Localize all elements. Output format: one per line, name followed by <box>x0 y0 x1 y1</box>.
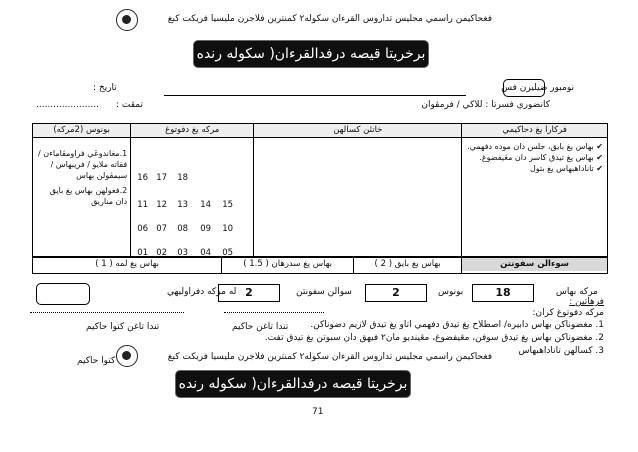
note-item-2: 2. مغضوناكن بهاس يغ تيدق سوفن، مڠيفضوغ، مڠينديو مان٢ فيهق دان سبوتن يغ تيدق تفت. <box>264 333 604 343</box>
deducted-marks-header: مركه يغ دفوتوغ <box>131 124 253 137</box>
score-03[interactable]: 03 <box>177 248 189 258</box>
bonus-note-2: 2.فغولهن بهاس يغ بايق دان مناريق <box>49 186 128 206</box>
school-logo <box>116 345 138 367</box>
score-04[interactable]: 04 <box>200 248 212 258</box>
overall-score-box[interactable] <box>36 283 90 305</box>
score-09[interactable]: 09 <box>200 224 212 234</box>
score-10[interactable]: 10 <box>222 224 234 234</box>
checkmark-icon: ✔ <box>593 153 603 162</box>
criteria-header: فركارا يغ دحاكيمي <box>462 124 607 137</box>
level-label: تمڤت : <box>116 100 143 110</box>
criterion-2: ✔ بهاس يغ تيدق كاسر دان مڠيفضوغ. <box>479 153 603 162</box>
score-14[interactable]: 14 <box>200 200 212 210</box>
category-label: كانضوري فسرتا : للاكي / فرمڤوان <box>421 100 550 110</box>
score-18[interactable]: 18 <box>177 173 189 183</box>
note-item-3: 3. كسالهن تاناداهبهاس <box>518 346 604 356</box>
bonus-header: بونوس (2مركه) <box>33 124 130 137</box>
bonus-notes-cell <box>33 138 131 257</box>
option-good[interactable]: بهاس يغ بايق ( 2 ) <box>354 258 461 271</box>
score-17[interactable]: 17 <box>156 173 168 183</box>
score-grid <box>131 138 253 256</box>
signature-head-judge: تندا تاغن كتوا حاكيم <box>86 322 160 332</box>
notes-title: فرهاتين : <box>569 297 604 307</box>
note-item-1: 1. مغضوناكن بهاس دابيره/ اصطلاح يغ تيدق دفهمي اتاو يغ تيدق لازيم دضوناكن. <box>310 320 604 330</box>
school-header-line: فغحاكيمن راسمي مجليس تداروس القرءان سكوله٢ كمنترين فلاجرن مليسيا فريكت كبغ <box>167 14 492 24</box>
language-score-label: مركه بهاس <box>555 287 598 297</box>
title-banner: برخريتا قيصه درفدالقرءان( سكوله رنده ) <box>194 41 428 67</box>
signature-judge: تندا تاغن حاكيم <box>232 322 289 332</box>
footer-school-line: فغحاكيمن راسمي مجليس تداروس القرءان سكوله٢ كمنترين فلاجرن مليسيا فريكت كبغ <box>167 352 492 362</box>
signature-chief-judge: كتوا حاكيم <box>77 356 116 366</box>
checkmark-icon: ✔ <box>593 164 603 173</box>
score-grid-cell <box>131 138 254 257</box>
level-dots: ...................... <box>36 100 99 110</box>
score-15[interactable]: 15 <box>222 200 234 210</box>
bonus-note-1: 1.مغاندوڠي فراومڤاماءن / فقاته ملايو / فريبهاس / سيمڤولن بهاس <box>38 149 128 180</box>
option-simple[interactable]: بهاس يغ سدرهان ( 1.5 ) <box>222 258 353 271</box>
participant-name-label: نومبور ضيليرن فس <box>501 83 574 93</box>
criterion-3: ✔ تاناداهبهاس يغ بتول <box>529 164 603 173</box>
spontaneous-score-label: سوالن سفونتن <box>296 287 352 297</box>
spontaneous-label: سوءالن سفونتن <box>462 258 607 271</box>
participant-number-box[interactable] <box>503 79 545 97</box>
notes-subtitle: مركه دفوتوغ كران: <box>532 308 604 318</box>
score-11[interactable]: 11 <box>137 200 149 210</box>
errors-cell[interactable] <box>254 138 462 257</box>
overall-score-label: له مركه دفراوليهي <box>167 287 237 297</box>
spontaneous-score[interactable]: 2 <box>218 284 280 302</box>
bonus-score-label: بونوس <box>438 287 464 297</box>
errors-header: خاتئن كسالهن <box>254 124 461 137</box>
criteria-cell <box>462 138 608 257</box>
score-12[interactable]: 12 <box>156 200 168 210</box>
score-08[interactable]: 08 <box>177 224 189 234</box>
page-number: 71 <box>312 407 324 417</box>
score-01[interactable]: 01 <box>137 248 149 258</box>
language-score[interactable]: 18 <box>472 284 534 302</box>
criterion-1: ✔ بهاس يغ بايق، جلس دان موده دفهمي. <box>467 142 603 151</box>
date-label: تاريخ : <box>93 83 117 93</box>
signature-line-2 <box>224 312 324 313</box>
evaluation-table <box>32 123 608 257</box>
name-underline <box>164 95 466 96</box>
score-06[interactable]: 06 <box>137 224 149 234</box>
option-poor[interactable]: بهاس يغ لمه ( 1 ) <box>33 258 221 271</box>
score-07[interactable]: 07 <box>156 224 168 234</box>
score-13[interactable]: 13 <box>177 200 189 210</box>
checkmark-icon: ✔ <box>593 142 603 151</box>
score-02[interactable]: 02 <box>156 248 168 258</box>
spontaneous-row <box>32 257 608 274</box>
school-logo <box>116 9 138 31</box>
signature-line-1 <box>30 312 184 313</box>
score-16[interactable]: 16 <box>137 173 149 183</box>
footer-banner: برخريتا قيصه درفدالقرءان( سكوله رنده ) <box>176 371 410 397</box>
score-05[interactable]: 05 <box>222 248 234 258</box>
bonus-score[interactable]: 2 <box>365 284 427 302</box>
